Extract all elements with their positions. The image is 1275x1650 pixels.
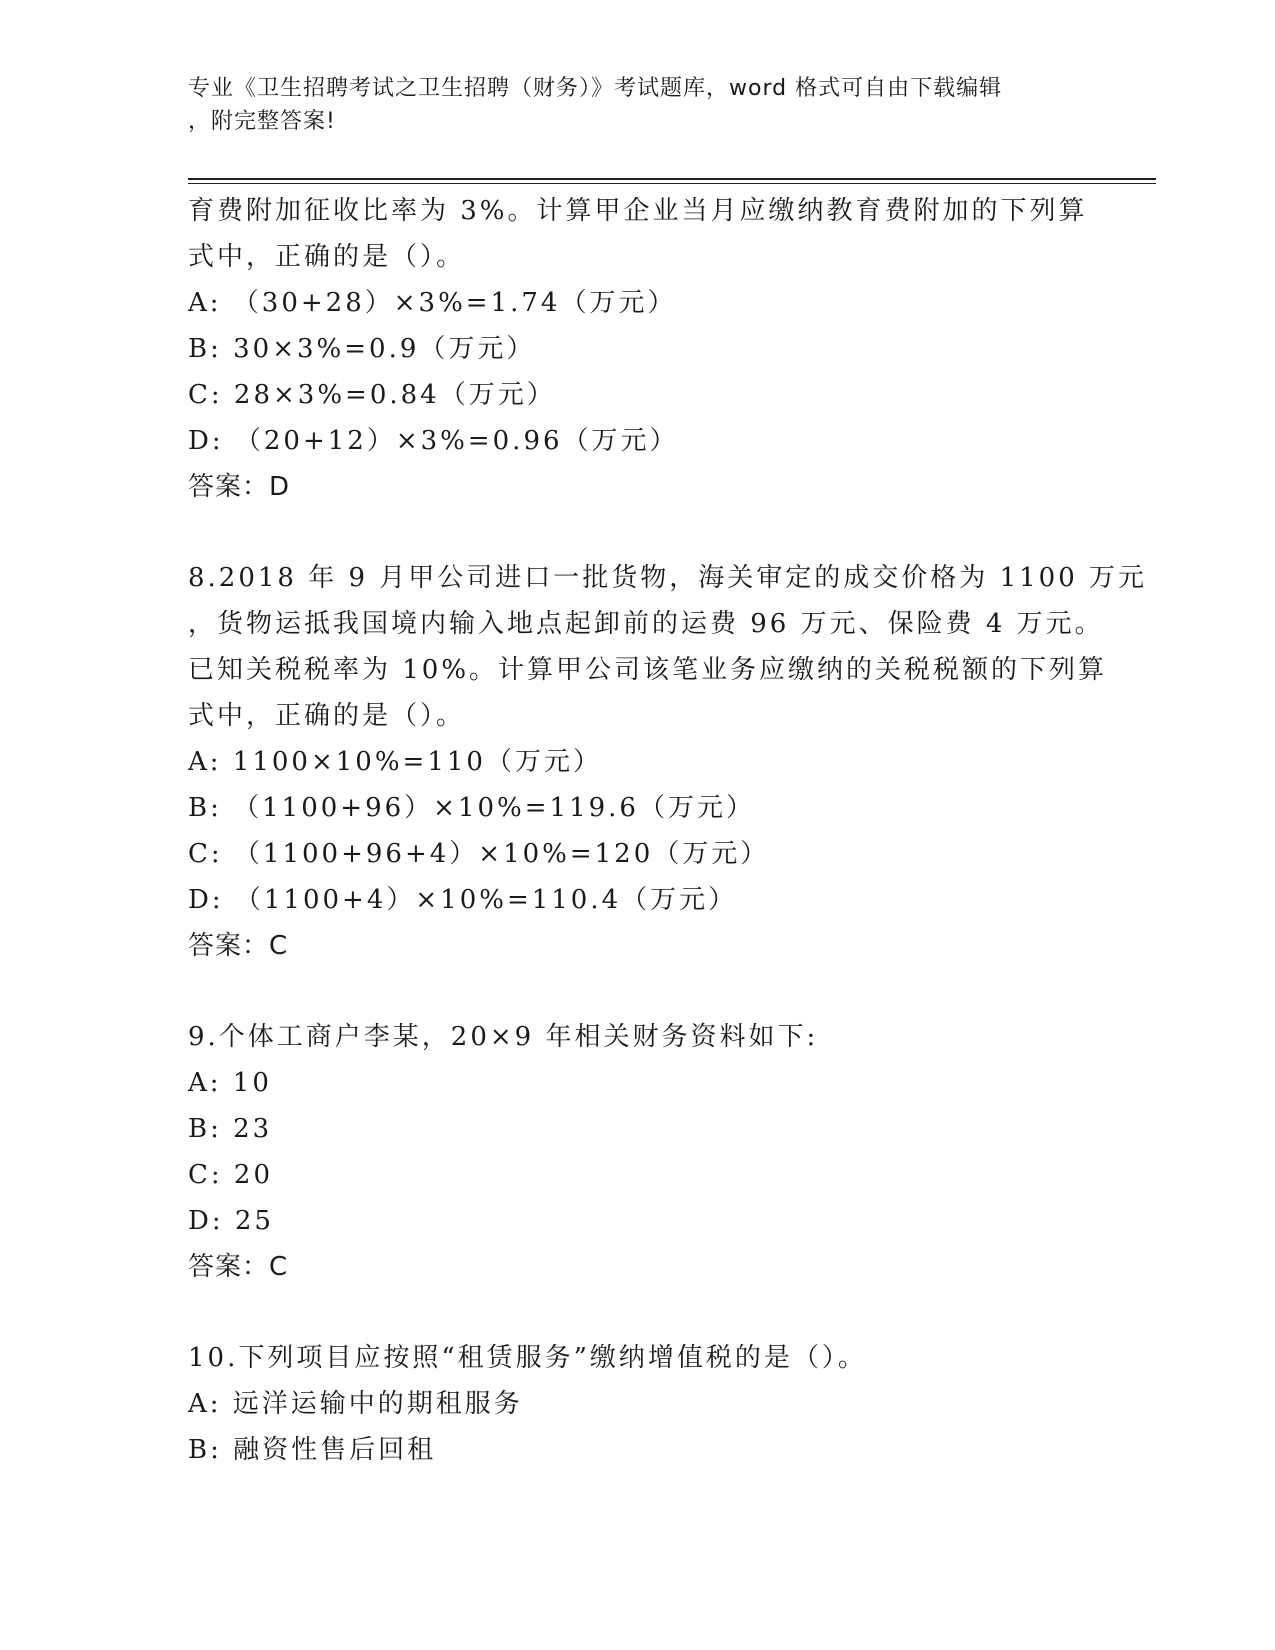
question-stem-line: 已知关税税率为 10%。计算甲公司该笔业务应缴纳的关税税额的下列算 bbox=[188, 655, 1108, 685]
document-header bbox=[188, 72, 1088, 138]
answer: 答案：C bbox=[188, 1252, 289, 1282]
option-a: A: 远洋运输中的期租服务 bbox=[188, 1389, 523, 1419]
option-b: B: 融资性售后回租 bbox=[188, 1435, 437, 1465]
question-8 bbox=[188, 555, 1148, 969]
question-stem-line: 10.下列项目应按照“租赁服务”缴纳增值税的是（）。 bbox=[188, 1343, 867, 1373]
option-a: A: （30+28）×3%=1.74（万元） bbox=[188, 288, 677, 318]
question-stem-line: 育费附加征收比率为 3%。计算甲企业当月应缴纳教育费附加的下列算 bbox=[188, 196, 1088, 226]
option-a: A: 10 bbox=[188, 1068, 272, 1098]
header-divider-thin bbox=[188, 183, 1156, 184]
option-c: C: 20 bbox=[188, 1160, 274, 1190]
question-stem-line: 式中，正确的是（）。 bbox=[188, 242, 466, 272]
option-b: B: 30×3%=0.9（万元） bbox=[188, 334, 536, 364]
question-10 bbox=[188, 1335, 1088, 1473]
question-7 bbox=[188, 188, 1088, 510]
question-stem-line: 8.2018 年 9 月甲公司进口一批货物，海关审定的成交价格为 1100 万元 bbox=[188, 563, 1148, 593]
option-c: C: 28×3%=0.84（万元） bbox=[188, 380, 556, 410]
option-d: D: （1100+4）×10%=110.4（万元） bbox=[188, 885, 738, 915]
question-stem-line: 9.个体工商户李某，20×9 年相关财务资料如下: bbox=[188, 1022, 819, 1052]
option-c: C: （1100+96+4）×10%=120（万元） bbox=[188, 839, 770, 869]
option-b: B: （1100+96）×10%=119.6（万元） bbox=[188, 793, 755, 823]
question-stem-line: ，货物运抵我国境内输入地点起卸前的运费 96 万元、保险费 4 万元。 bbox=[188, 609, 1104, 639]
question-stem-line: 式中，正确的是（）。 bbox=[188, 701, 466, 731]
option-a: A: 1100×10%=110（万元） bbox=[188, 747, 602, 777]
question-content bbox=[188, 188, 1148, 1473]
header-divider-thick bbox=[188, 178, 1156, 180]
option-b: B: 23 bbox=[188, 1114, 273, 1144]
question-9 bbox=[188, 1014, 1088, 1290]
option-d: D: （20+12）×3%=0.96（万元） bbox=[188, 426, 679, 456]
header-line-2: ，附完整答案! bbox=[188, 109, 336, 134]
answer: 答案：C bbox=[188, 931, 289, 961]
answer: 答案：D bbox=[188, 472, 291, 502]
option-d: D: 25 bbox=[188, 1206, 274, 1236]
header-line-1: 专业《卫生招聘考试之卫生招聘（财务）》考试题库，word 格式可自由下载编辑 bbox=[188, 76, 1003, 101]
